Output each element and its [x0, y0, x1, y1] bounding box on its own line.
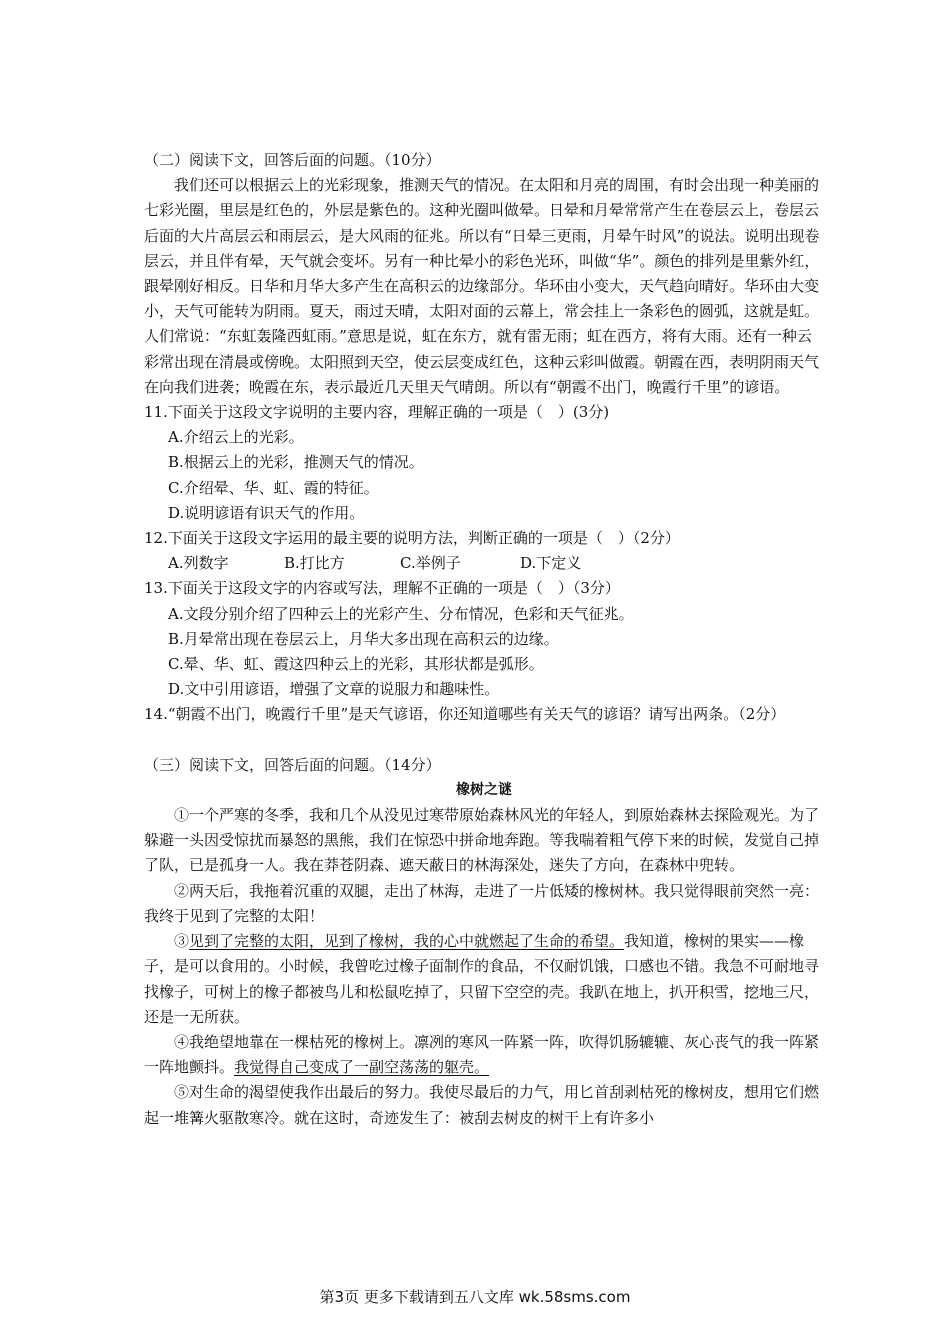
page-footer: 第3页 更多下载请到五八文库 wk.58sms.com — [319, 1288, 631, 1306]
question-12-option-d: D.下定义 — [520, 554, 582, 573]
question-11-option-d: D.说明谚语有识天气的作用。 — [168, 503, 365, 522]
question-13-stem: 13.下面关于这段文字的内容或写法，理解不正确的一项是（ ）（3分） — [144, 579, 620, 598]
section-2-heading: （二）阅读下文，回答后面的问题。（10分） — [144, 151, 441, 169]
question-11-option-c: C.介绍晕、华、虹、霞的特征。 — [168, 478, 379, 497]
spacer — [144, 728, 824, 753]
question-11-option-b: B.根据云上的光彩，推测天气的情况。 — [168, 453, 424, 472]
paragraph-3 — [144, 929, 824, 1030]
paragraph-2: ②两天后，我拖着沉重的双腿，走出了林海，走进了一片低矮的橡树林。我只觉得眼前突然一亮：我终于见到了完整的太阳！ — [144, 881, 820, 925]
question-12-option-a: A.列数字 — [168, 554, 229, 573]
document-page — [144, 148, 824, 1131]
question-11-stem: 11.下面关于这段文字说明的主要内容，理解正确的一项是（ ）(3分) — [144, 403, 610, 422]
question-14-stem: 14.“朝霞不出门，晚霞行千里”是天气谚语，你还知道哪些有关天气的谚语？请写出两条。（2分） — [144, 705, 786, 724]
question-12-options — [144, 551, 824, 576]
paragraph-1: ①一个严寒的冬季，我和几个从没见过寒带原始森林风光的年轻人，到原始森林去探险观光。为了躲避一头因受惊扰而暴怒的黑熊，我们在惊恐中拼命地奔跑。等我喘着粗气停下来的时候，发觉自己掉了队，已是孤身一人。我在莽苍阴森、遮天蔽日的林海深处，迷失了方向，在森林中兜转。 — [144, 806, 820, 875]
section-2-passage: 我们还可以根据云上的光彩现象，推测天气的情况。在太阳和月亮的周围，有时会出现一种美丽的七彩光圈，里层是红色的，外层是紫色的。这种光圈叫做晕。日晕和月晕常常产生在卷层云上，卷层云后面的大片高层云和雨层云，是大风雨的征兆。所以有“日晕三更雨，月晕午时风”的说法。说明出现卷层云，并且伴有晕，天气就会变坏。另有一种比晕小的彩色光环，叫做“华”。颜色的排列是里紫外红，跟晕刚好相反。日华和月华大多产生在高积云的边缘部分。华环由小变大，天气趋向晴好。华环由大变小，天气可能转为阴雨。夏天，雨过天晴，太阳对面的云幕上，常会挂上一条彩色的圆弧，这就是虹。人们常说：“东虹轰隆西虹雨。”意思是说，虹在东方，就有雷无雨；虹在西方，将有大雨。还有一种云彩常出现在清晨或傍晚。太阳照到天空，使云层变成红色，这种云彩叫做霞。朝霞在西，表明阴雨天气在向我们进袭；晚霞在东，表示最近几天里天气晴朗。所以有“朝霞不出门，晚霞行千里”的谚语。 — [144, 176, 820, 396]
question-13-option-d: D.文中引用谚语，增强了文章的说服力和趣味性。 — [168, 680, 500, 699]
paragraph-3-number: ③ — [174, 932, 190, 951]
paragraph-3-rest: 我知道，橡树的果实——橡子，是可以食用的。小时候，我曾吃过橡子面制作的食品，不仅耐饥饿，口感也不错。我急不可耐地寻找橡子，可树上的橡子都被鸟儿和松鼠吃掉了，只留下空空的壳。我趴在地上，扒开积雪，挖地三尺，还是一无所获。 — [144, 932, 820, 1026]
underlined-sentence-4: 我觉得自己变成了一副空荡荡的躯壳。 — [234, 1058, 490, 1077]
paragraph-5: ⑤对生命的渴望使我作出最后的努力。我使尽最后的力气，用匕首刮剥枯死的橡树皮，想用它们燃起一堆篝火驱散寒冷。就在这时，奇迹发生了：被刮去树皮的树干上有许多小 — [144, 1083, 820, 1127]
paragraph-4-text: ④我绝望地靠在一棵枯死的橡树上。凛冽的寒风一阵紧一阵，吹得饥肠辘辘、灰心丧气的我一阵紧一阵地颤抖。 — [144, 1032, 820, 1077]
section-3-heading: （三）阅读下文，回答后面的问题。（14分） — [144, 755, 441, 774]
question-12-stem: 12.下面关于这段文字运用的最主要的说明方法，判断正确的一项是（ ）（2分） — [144, 529, 680, 548]
question-12-option-c: C.举例子 — [400, 554, 461, 573]
question-11-option-a: A.介绍云上的光彩。 — [168, 428, 304, 447]
paragraph-4 — [144, 1030, 824, 1080]
article-title: 橡树之谜 — [456, 781, 512, 798]
question-13-option-a: A.文段分别介绍了四种云上的光彩产生、分布情况，色彩和天气征兆。 — [168, 604, 634, 623]
question-12-option-b: B.打比方 — [284, 554, 345, 573]
question-13-option-c: C.晕、华、虹、霞这四种云上的光彩，其形状都是弧形。 — [168, 655, 544, 674]
underlined-sentence-3: 见到了完整的太阳，见到了橡树，我的心中就燃起了生命的希望。 — [189, 932, 625, 951]
question-13-option-b: B.月晕常出现在卷层云上，月华大多出现在高积云的边缘。 — [168, 629, 559, 648]
